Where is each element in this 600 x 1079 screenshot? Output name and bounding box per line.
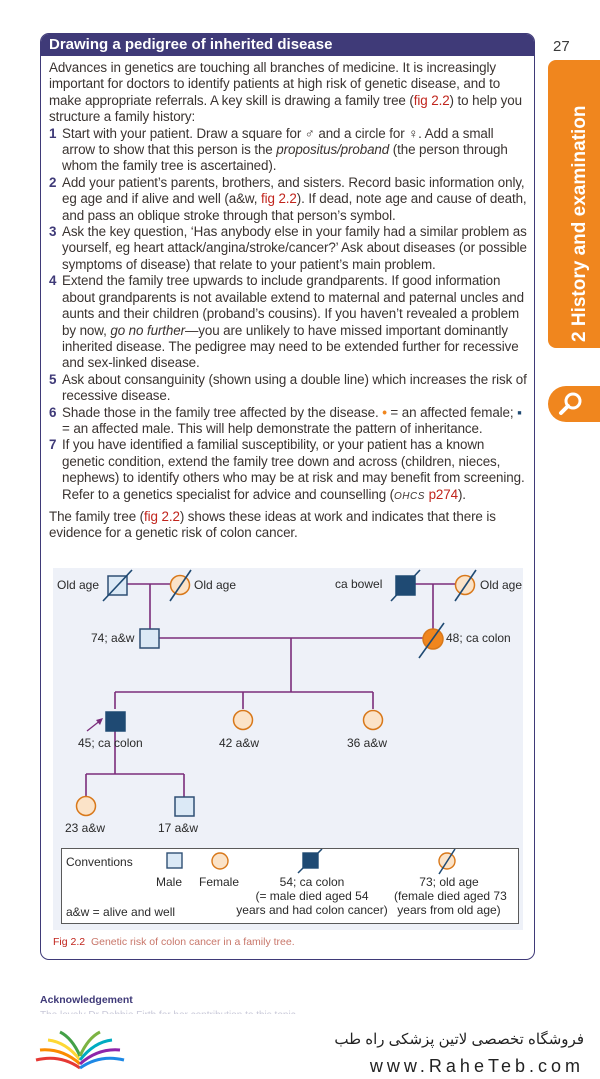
- step-number: 4: [49, 273, 57, 289]
- key-label-male: Male: [156, 875, 183, 889]
- pedigree-label: Old age: [194, 578, 237, 592]
- step-item: [49, 405, 527, 438]
- son-symbol: [175, 797, 194, 816]
- figure-caption: [53, 936, 295, 948]
- proband-symbol: [106, 712, 125, 731]
- pedigree-label: 36 a&w: [347, 736, 388, 750]
- intro-paragraph: [49, 60, 527, 126]
- key-label-dead-female: 73; old age (female died aged 73 years from old age): [394, 875, 507, 917]
- box-title: Drawing a pedigree of inherited disease: [41, 34, 534, 56]
- pedigree-label: 45; ca colon: [78, 736, 143, 750]
- pedigree-label: Old age: [480, 578, 523, 592]
- chapter-tab[interactable]: [548, 60, 600, 348]
- pedigree-label: ca bowel: [335, 577, 383, 591]
- step-number: 1: [49, 125, 57, 141]
- pedigree-label: Old age: [57, 578, 100, 592]
- outro-paragraph: The family tree (fig 2.2) shows these ideas at work and indicates that there is evidence for a genetic risk of colon cancer.: [49, 508, 496, 541]
- step-item: [49, 126, 527, 175]
- step-number: 7: [49, 437, 57, 453]
- key-female-symbol: [212, 853, 228, 869]
- step-text: Start with your patient. Draw a square for ♂ and a circle for ♀. Add a small arrow to show that this person is the propositus/proband (the person through whom the family tree is ascertained).: [62, 125, 508, 174]
- step-item: [49, 224, 527, 273]
- conventions-key: [61, 848, 519, 924]
- key-label-female: Female: [199, 875, 240, 889]
- caption-text: Genetic risk of colon cancer in a family tree.: [90, 936, 295, 948]
- step-text: Ask about consanguinity (shown using a double line) which increases the risk of recessive disease.: [62, 371, 527, 404]
- key-label-affected-male: 54; ca colon (= male died aged 54 years and had colon cancer): [236, 875, 388, 917]
- magnifier-icon: [556, 391, 586, 417]
- acknowledgement-heading: Acknowledgement: [40, 994, 133, 1006]
- box-body: [49, 60, 527, 542]
- key-abbreviation: a&w = alive and well: [66, 905, 176, 919]
- father-symbol: [140, 629, 159, 648]
- conventions-heading: Conventions: [66, 855, 133, 869]
- info-box: [40, 33, 535, 960]
- step-text: Ask the key question, ‘Has anybody else in your family had a similar problem as yourself, eg heart attack/angina/stroke/cancer?’ Ask about diseases (or possible symptoms of disease) that relate to your patient’s main problem.: [62, 224, 527, 272]
- page-reference-link[interactable]: p274: [428, 486, 458, 502]
- affected-male-symbol: ▪: [517, 404, 522, 420]
- pedigree-label: 23 a&w: [65, 821, 106, 835]
- step-item: [49, 273, 527, 371]
- key-male-symbol: [167, 853, 182, 868]
- intro-text-end: ) to help you structure a family history:: [49, 92, 522, 125]
- step-number: 6: [49, 404, 57, 420]
- step-text: Add your patient’s parents, brothers, and sisters. Record basic information only, eg age and if alive and well (a&w, fig 2.2). If dead, note age and cause of death, and pass an oblique stroke through that person’s symbol.: [62, 174, 527, 223]
- step-number: 2: [49, 174, 57, 190]
- figure-reference-link[interactable]: fig 2.2: [260, 191, 297, 207]
- figure-reference-link[interactable]: fig 2.2: [413, 92, 450, 108]
- step-number: 5: [49, 371, 57, 387]
- intro-text: Advances in genetics are touching all branches of medicine. It is increasingly important for doctors to identify patients at high risk of genetic disease, and to make appropriate referrals. A key skill is drawing a family tree (: [49, 60, 501, 108]
- store-url-link[interactable]: www.RaheTeb.com: [369, 1056, 584, 1076]
- step-item: [49, 437, 527, 505]
- chapter-tab-label: 2 History and examination: [569, 105, 590, 342]
- store-footer: [0, 1014, 600, 1079]
- page-number: 27: [553, 38, 570, 55]
- pedigree-label: 42 a&w: [219, 736, 260, 750]
- step-item: [49, 175, 527, 224]
- pedigree-label: 17 a&w: [158, 821, 199, 835]
- affected-female-symbol: •: [382, 404, 387, 420]
- step-text: Extend the family tree upwards to include grandparents. If good information about grandparents is not available extend to maternal and paternal uncles and aunts and their children (proband’s cousins). If you haven’t revealed a problem by now, go no further—you are unlikely to have missed important dominantly inherited disease. The pedigree may need to be extended further for recessive and sex-linked disease.: [62, 273, 524, 371]
- caption-label: Fig 2.2: [53, 936, 86, 948]
- step-text: Shade those in the family tree affected by the disease. • = an affected female; ▪ = an affected male. This will help demonstrate the pattern of inheritance.: [62, 404, 522, 436]
- pedigree-diagram: [53, 568, 523, 930]
- step-number: 3: [49, 224, 57, 240]
- daughter-symbol: [77, 797, 96, 816]
- pedigree-label: 48; ca colon: [446, 631, 511, 645]
- open-book-icon: [30, 1028, 130, 1076]
- store-name: فروشگاه تخصصی لاتین پزشکی راه طب: [334, 1031, 584, 1048]
- pedigree-label: 74; a&w: [91, 631, 135, 645]
- figure-reference-link[interactable]: fig 2.2: [144, 508, 180, 524]
- pedigree-lines: [86, 584, 465, 797]
- sister-2-symbol: [364, 711, 383, 730]
- search-tab[interactable]: [548, 386, 600, 422]
- step-text: If you have identified a familial susceptibility, or your patient has a known genetic condition, extend the family tree down and across (children, nieces, nephews) to identify others who may be at risk and may benefit from screening. Refer to a genetics specialist for advice and counselling (OHCS p274).: [62, 437, 525, 502]
- step-item: [49, 372, 527, 405]
- sister-1-symbol: [234, 711, 253, 730]
